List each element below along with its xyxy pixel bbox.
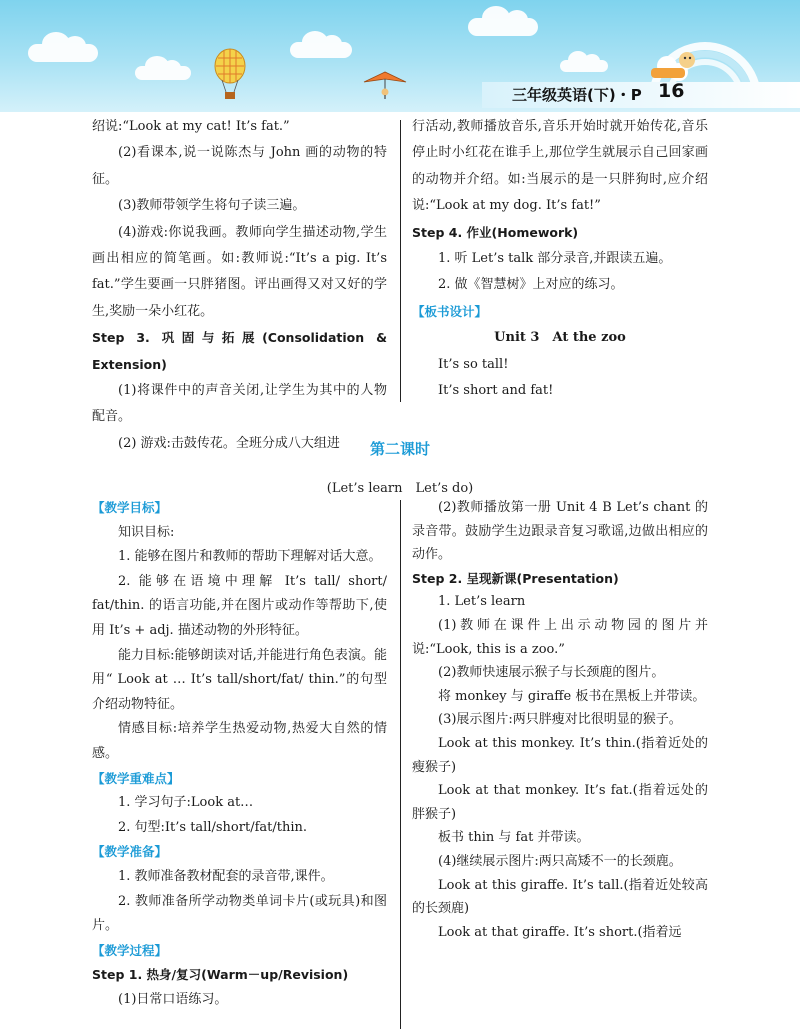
paragraph: 能力目标:能够朗读对话,并能进行角色表演。能用“ Look at … It’s tall/short/fat/ thin.”的句型介绍动物特征。 xyxy=(92,647,387,712)
paragraph: 知识目标: xyxy=(118,524,175,540)
top-left-column xyxy=(92,114,387,457)
paragraph: Look at this giraffe. It’s tall.(指着近处较高的长颈鹿) xyxy=(412,877,708,917)
paragraph: 1. 教师准备教材配套的录音带,课件。 xyxy=(118,868,334,884)
top-right-column xyxy=(412,114,708,404)
paragraph: 2. 教师准备所学动物类单词卡片(或玩具)和图片。 xyxy=(92,893,387,934)
step-heading: Step 1. 热身/复习(Warm－up/Revision) xyxy=(92,967,349,983)
section-tag: 【教学过程】 xyxy=(92,942,168,958)
lesson-title: 第二课时 xyxy=(369,440,430,458)
paragraph: (2)教师播放第一册 Unit 4 B Let’s chant 的录音带。鼓励学生边跟录音复习歌谣,边做出相应的动作。 xyxy=(412,500,708,563)
paragraph: 2. 句型:It’s tall/short/fat/thin. xyxy=(118,819,307,835)
bottom-left-column xyxy=(92,496,387,1012)
hang-glider-icon xyxy=(362,70,408,100)
paragraph: (1)日常口语练习。 xyxy=(118,991,228,1007)
paragraph: 2. 做《智慧树》上对应的练习。 xyxy=(438,277,624,293)
section-tag: 【教学准备】 xyxy=(92,844,168,860)
page-header-banner xyxy=(0,0,800,112)
paragraph: Look at that giraffe. It’s short.(指着远 xyxy=(438,924,682,940)
board-line: It’s so tall! xyxy=(438,356,509,372)
cloud-decoration xyxy=(135,66,191,80)
cloud-decoration xyxy=(28,44,98,62)
board-title: Unit 3 At the zoo xyxy=(494,330,626,346)
step-heading: Step 2. 呈现新课(Presentation) xyxy=(412,570,619,586)
hot-air-balloon-icon xyxy=(212,48,248,104)
paragraph: Look at that monkey. It’s fat.(指着远处的胖猴子) xyxy=(412,783,708,822)
section-tag: 【教学重难点】 xyxy=(92,770,180,786)
bottom-right-column xyxy=(412,496,708,944)
paragraph: 1. 学习句子:Look at… xyxy=(118,795,254,811)
paragraph: 2. 能够在语境中理解 It’s tall/ short/ fat/thin. 的语言功能,并在图片或动作等帮助下,使用 It’s + adj. 描述动物的外形特征。 xyxy=(92,573,387,638)
paragraph: (3)展示图片:两只胖瘦对比很明显的猴子。 xyxy=(438,712,682,728)
paragraph: (1)将课件中的声音关闭,让学生为其中的人物配音。 xyxy=(92,383,387,425)
page-number: 16 xyxy=(658,80,685,102)
paragraph: 1. Let’s learn xyxy=(438,594,526,610)
paragraph: (4)继续展示图片:两只高矮不一的长颈鹿。 xyxy=(438,853,682,869)
paragraph: (2)教师快速展示猴子与长颈鹿的图片。 xyxy=(438,665,665,681)
book-grade-label: 三年级英语(下)・P xyxy=(512,86,642,104)
cloud-decoration xyxy=(290,42,352,58)
board-line: It’s short and fat! xyxy=(438,383,554,399)
paragraph: 绍说:“Look at my cat! It’s fat.” xyxy=(92,119,290,134)
step-heading: Step 4. 作业(Homework) xyxy=(412,224,579,240)
column-divider xyxy=(400,500,401,1029)
column-divider xyxy=(400,120,401,402)
cloud-decoration xyxy=(468,18,538,36)
paragraph: Look at this monkey. It’s thin.(指着近处的瘦猴子) xyxy=(412,735,708,775)
paragraph: (2) 游戏:击鼓传花。全班分成八大组进 xyxy=(118,435,340,451)
paragraph: 情感目标:培养学生热爱动物,热爱大自然的情感。 xyxy=(92,721,387,761)
paragraph: 1. 能够在图片和教师的帮助下理解对话大意。 xyxy=(118,549,382,565)
paragraph: (3)教师带领学生将句子读三遍。 xyxy=(118,198,306,214)
paragraph: (2)看课本,说一说陈杰与 John 画的动物的特征。 xyxy=(92,145,387,187)
paragraph: (1)教师在课件上出示动物园的图片并说:“Look, this is a zoo.” xyxy=(412,617,708,657)
paragraph: 行活动,教师播放音乐,音乐开始时就开始传花,音乐停止时小红花在谁手上,那位学生就展示自己回家画的动物并介绍。如:当展示的是一只胖狗时,应介绍说:“Look at my dog. It’s fat!” xyxy=(412,119,708,214)
paragraph: (4)游戏:你说我画。教师向学生描述动物,学生画出相应的简笔画。如:教师说:“It’s a pig. It’s fat.”学生要画一只胖猪图。评出画得又对又好的学生,奖励一朵小红花。 xyxy=(92,224,387,319)
section-tag: 【板书设计】 xyxy=(412,303,488,319)
paragraph: 板书 thin 与 fat 并带读。 xyxy=(438,830,590,846)
step-heading: Step 3. 巩固与拓展(Consolidation & Extension) xyxy=(92,330,387,372)
paragraph: 将 monkey 与 giraffe 板书在黑板上并带读。 xyxy=(438,688,706,704)
paragraph: 1. 听 Let’s talk 部分录音,并跟读五遍。 xyxy=(438,251,672,267)
section-tag: 【教学目标】 xyxy=(92,500,168,515)
lesson-subtitle: (Let’s learn Let’s do) xyxy=(326,481,474,496)
cloud-decoration xyxy=(560,60,608,72)
